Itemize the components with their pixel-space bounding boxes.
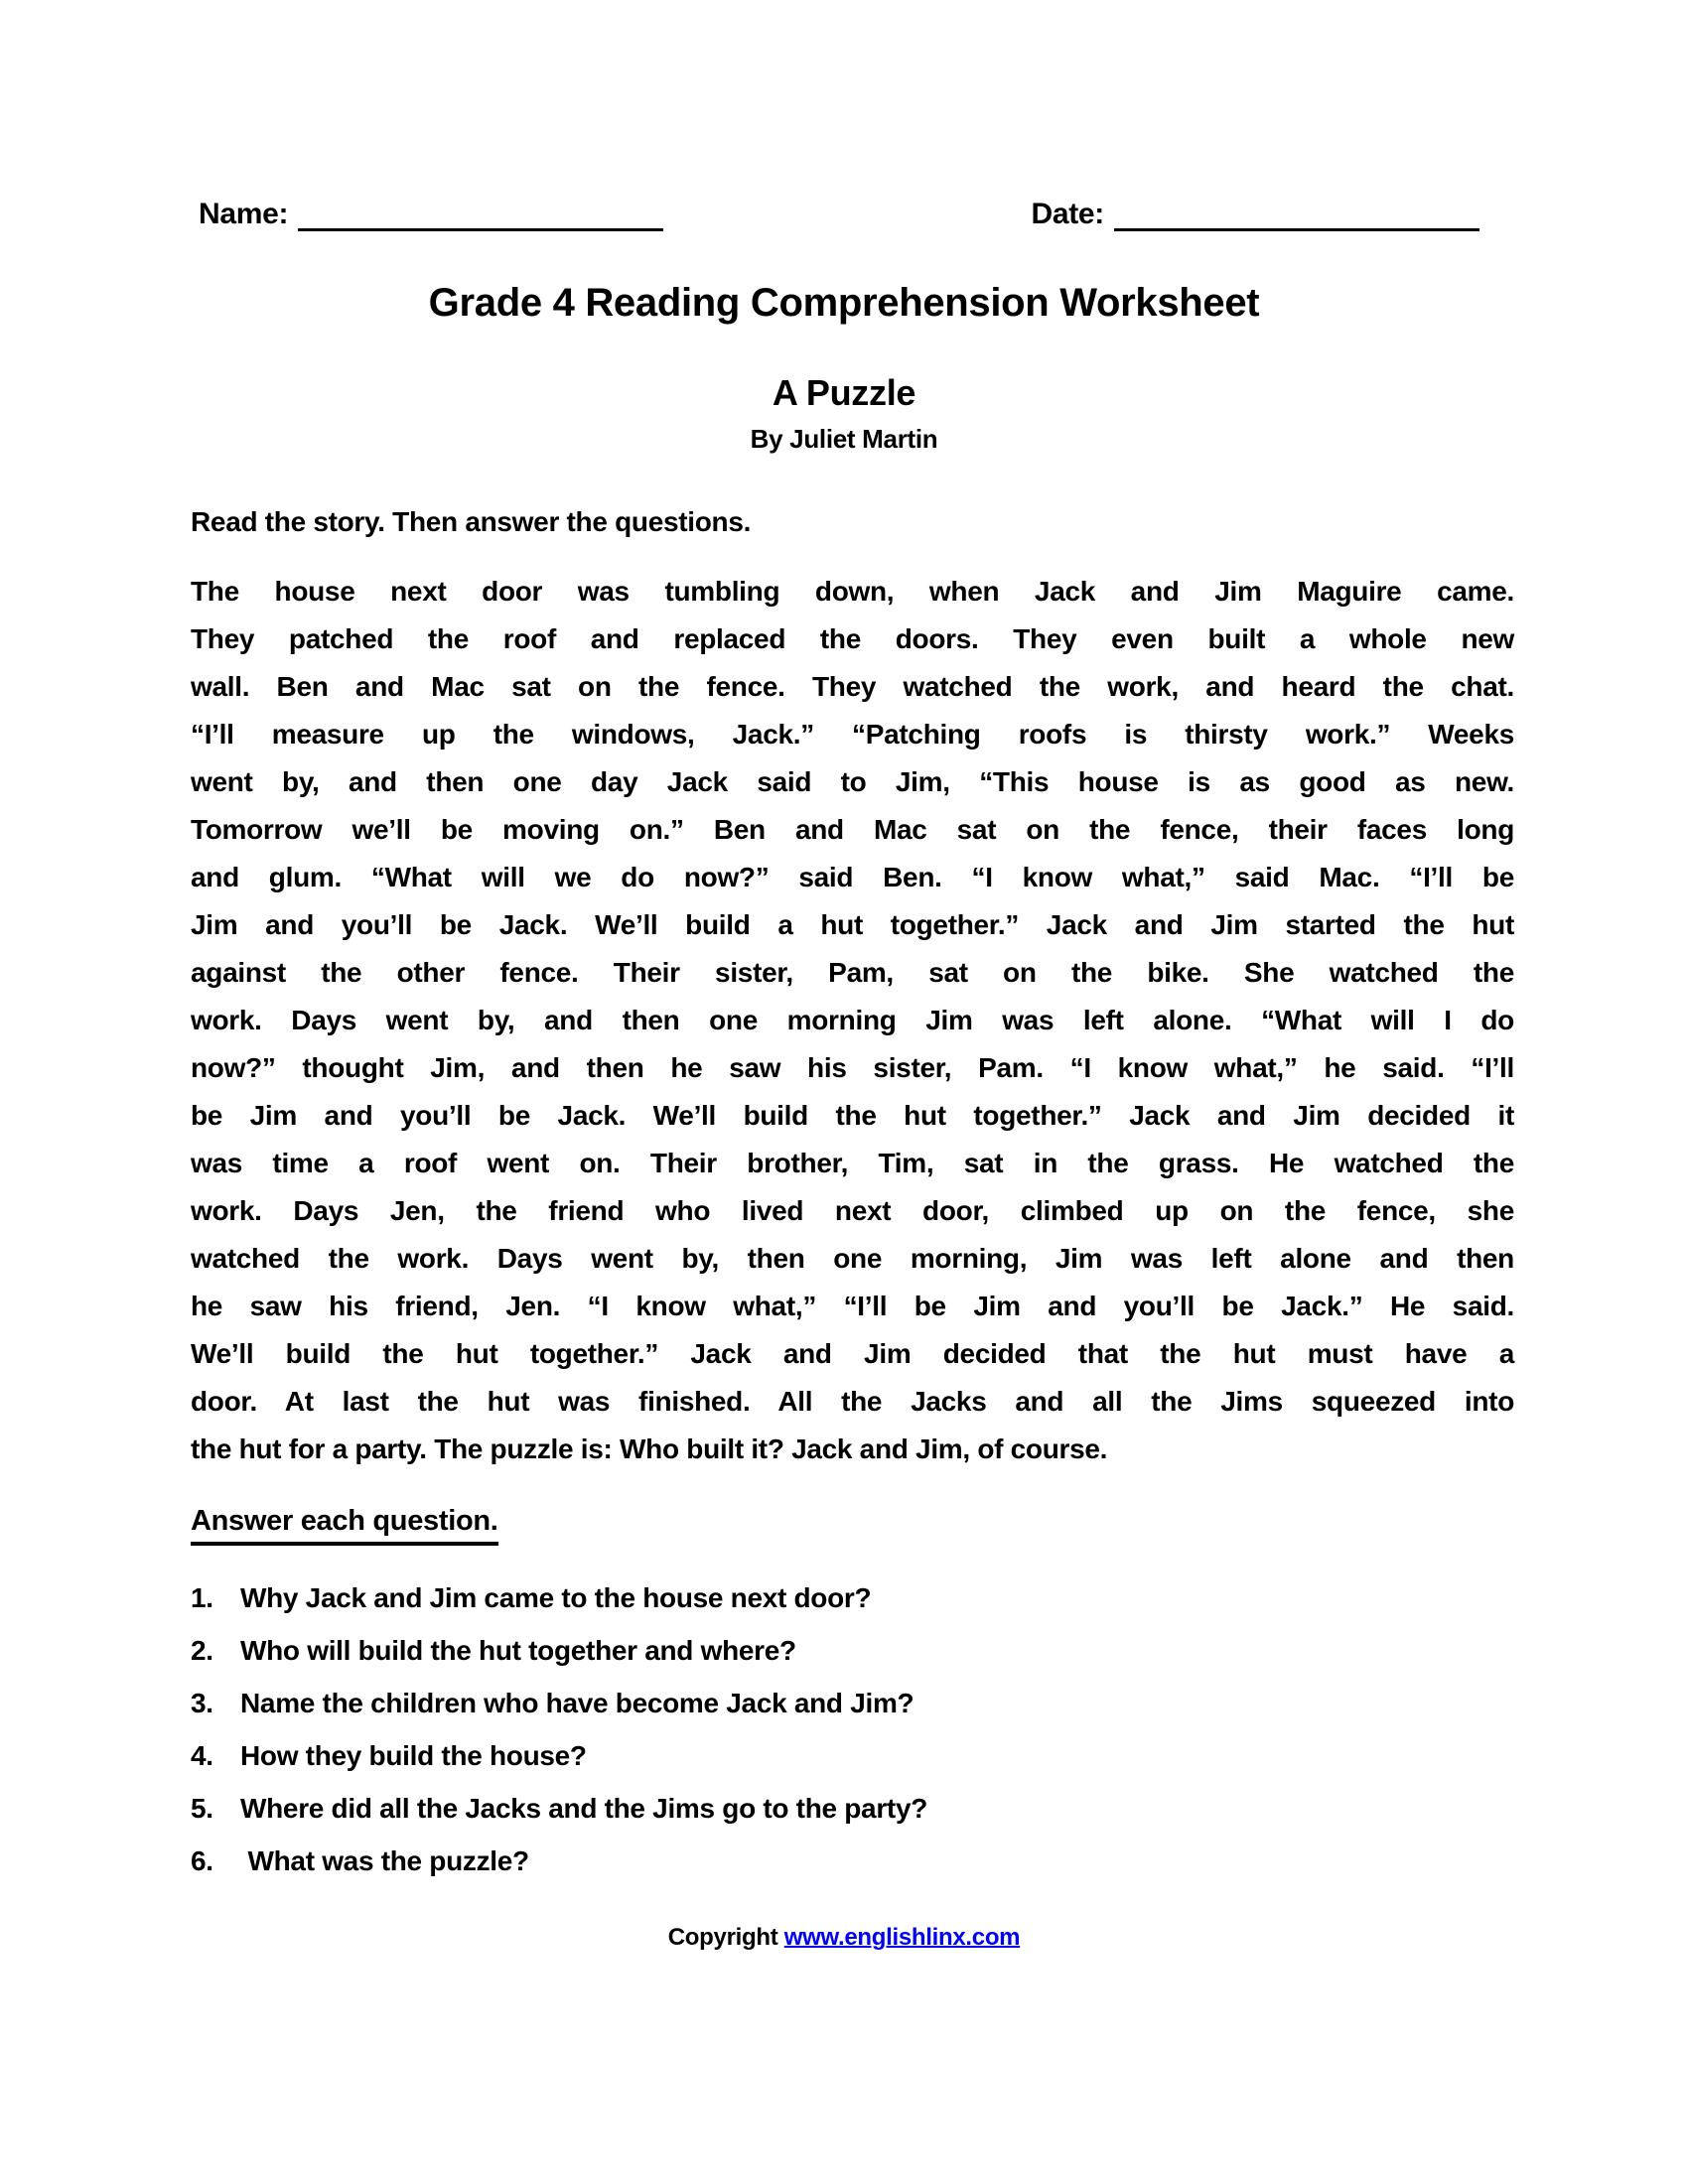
question-item bbox=[191, 1677, 1514, 1729]
story-line: against the other fence. Their sister, Pam, sat on the bike. She watched the bbox=[191, 957, 1514, 988]
story-line: We’ll build the hut together.” Jack and Jim decided that the hut must have a bbox=[191, 1338, 1514, 1369]
question-text: Why Jack and Jim came to the house next door? bbox=[240, 1582, 872, 1613]
question-number: 6. bbox=[191, 1845, 213, 1876]
name-label: Name: bbox=[199, 198, 289, 230]
footer bbox=[0, 1923, 1688, 1953]
question-text: What was the puzzle? bbox=[240, 1845, 529, 1876]
byline: By Juliet Martin bbox=[750, 424, 938, 454]
story-line: and glum. “What will we do now?” said Ben. “I know what,” said Mac. “I’ll be bbox=[191, 862, 1514, 892]
question-text: How they build the house? bbox=[240, 1740, 587, 1771]
questions-list bbox=[191, 1571, 1514, 1887]
question-text: Where did all the Jacks and the Jims go to the party? bbox=[240, 1793, 928, 1824]
question-number: 1. bbox=[191, 1582, 213, 1613]
story-line: went by, and then one day Jack said to Jim, “This house is as good as new. bbox=[191, 766, 1514, 797]
story-line: “I’ll measure up the windows, Jack.” “Patching roofs is thirsty work.” Weeks bbox=[191, 719, 1514, 750]
story-line: wall. Ben and Mac sat on the fence. They watched the work, and heard the chat. bbox=[191, 671, 1514, 702]
question-item bbox=[191, 1624, 1514, 1677]
date-blank-line bbox=[1114, 199, 1479, 231]
copyright-label: Copyright bbox=[667, 1924, 778, 1951]
copyright-link[interactable]: www.englishlinx.com bbox=[783, 1924, 1021, 1951]
story-line: now?” thought Jim, and then he saw his sister, Pam. “I know what,” he said. “I’ll bbox=[191, 1052, 1514, 1083]
question-item bbox=[191, 1782, 1514, 1835]
story-line: They patched the roof and replaced the doors. They even built a whole new bbox=[191, 623, 1514, 654]
story-line: work. Days went by, and then one morning Jim was left alone. “What will I do bbox=[191, 1005, 1514, 1035]
answer-heading-text: Answer each question. bbox=[191, 1503, 498, 1546]
question-item bbox=[191, 1571, 1514, 1624]
story-line: be Jim and you’ll be Jack. We’ll build the hut together.” Jack and Jim decided it bbox=[191, 1100, 1514, 1131]
story-line: he saw his friend, Jen. “I know what,” “I’ll be Jim and you’ll be Jack.” He said. bbox=[191, 1291, 1514, 1321]
question-text: Name the children who have become Jack and Jim? bbox=[240, 1688, 914, 1718]
content-area bbox=[0, 504, 1688, 1887]
story-paragraph bbox=[191, 568, 1514, 1473]
name-field-group bbox=[199, 197, 663, 232]
question-number: 5. bbox=[191, 1793, 213, 1824]
question-number: 2. bbox=[191, 1635, 213, 1666]
story-line: The house next door was tumbling down, when Jack and Jim Maguire came. bbox=[191, 576, 1514, 607]
story-title: A Puzzle bbox=[772, 372, 916, 413]
answer-heading bbox=[191, 1503, 1514, 1546]
question-item bbox=[191, 1729, 1514, 1782]
story-line: Tomorrow we’ll be moving on.” Ben and Mac sat on the fence, their faces long bbox=[191, 814, 1514, 845]
story-line: the hut for a party. The puzzle is: Who built it? Jack and Jim, of course. bbox=[191, 1433, 1108, 1464]
read-instruction: Read the story. Then answer the questions. bbox=[191, 506, 752, 537]
question-number: 3. bbox=[191, 1688, 213, 1718]
story-line: work. Days Jen, the friend who lived next door, climbed up on the fence, she bbox=[191, 1195, 1514, 1226]
story-line: Jim and you’ll be Jack. We’ll build a hut together.” Jack and Jim started the hut bbox=[191, 909, 1514, 940]
question-item bbox=[191, 1835, 1514, 1887]
date-label: Date: bbox=[1031, 198, 1104, 230]
question-number: 4. bbox=[191, 1740, 213, 1771]
story-line: watched the work. Days went by, then one morning, Jim was left alone and then bbox=[191, 1243, 1514, 1274]
header-row bbox=[0, 0, 1688, 232]
story-line: door. At last the hut was finished. All the Jacks and all the Jims squeezed into bbox=[191, 1386, 1514, 1417]
question-text: Who will build the hut together and where? bbox=[240, 1635, 796, 1666]
name-blank-line bbox=[298, 199, 663, 231]
date-field-group bbox=[1031, 197, 1479, 232]
page-title: Grade 4 Reading Comprehension Worksheet bbox=[428, 281, 1260, 325]
story-line: was time a roof went on. Their brother, Tim, sat in the grass. He watched the bbox=[191, 1148, 1514, 1178]
